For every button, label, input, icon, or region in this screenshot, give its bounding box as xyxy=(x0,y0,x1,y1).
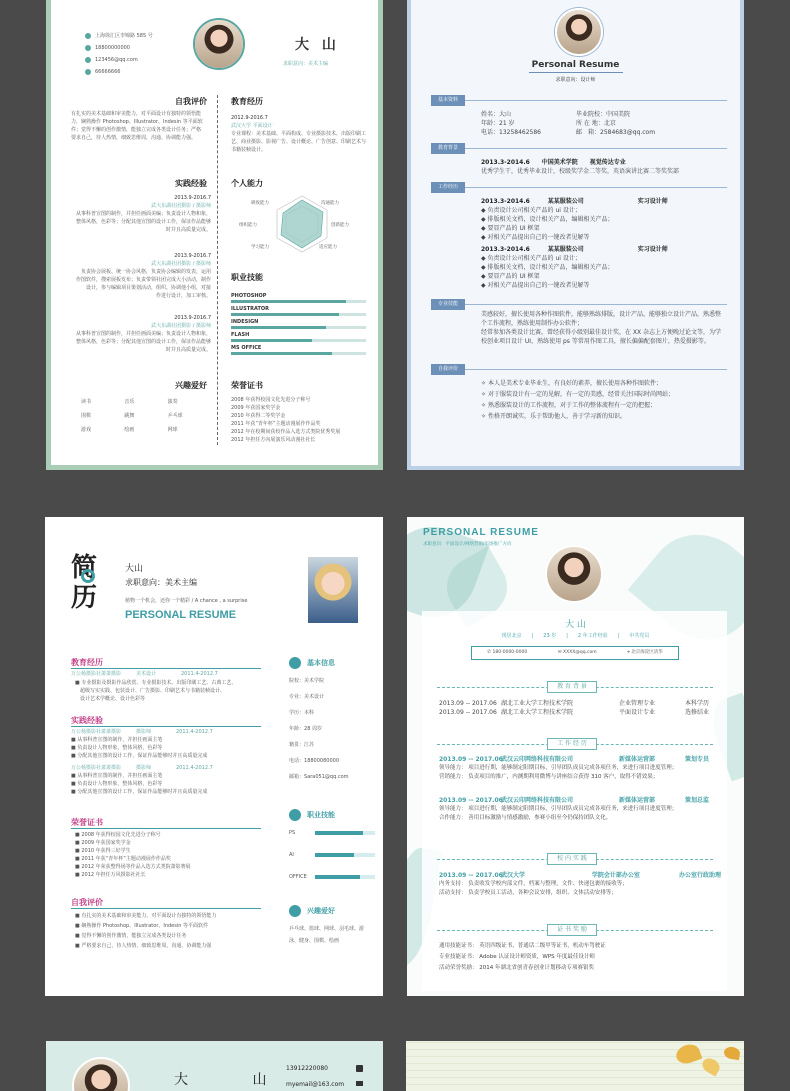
meta-line: 现居北京 | 23 岁 | 2 年工作经验 | 中共党员 xyxy=(501,633,650,639)
skill-row xyxy=(231,331,371,344)
job-intent: 求职意向：美术主编 xyxy=(283,61,329,67)
certificate-list: 通用技能证书： 英语四级证书，普通话二级甲等证书，机动车驾驶证 专业技能证书： Adobe 认证设计师资质，WPS 年度最佳设计师 活动荣誉奖励： 2014 年湖北省创青春创业计划移动专项赛银奖 xyxy=(439,943,606,971)
work-list: 2013.09 -- 2017.06 武汉云印网络科技有限公司 新媒体运营部 策划专员 领导能力： 项目进行期，能够制定阳期目标，引导团队成员完成各项任务，来进行项目进度管理； 营销能力： 负责项目的推广，内测期利用微博与讲座结合获得 310 客户，取得不错效果； 2013.09 -- 2017.06 武汉云印网络科技有限公司 新媒体运营部 策划总监 领导能力： 项目进行期，能够制定阳期目标，引导团队成员完成各项任务，来进行项目进度管理； 合作能力： 善用目标激励与情感激励，参赛小组至今仍保持团队文化。 xyxy=(439,756,710,821)
evaluation-list: ✧ 本人是美术专业毕业生，有良好的素养，擅长使用各种作图软件； ✧ 对于服装设计有一定的见解，有一定的美感，经常关注国际时尚网站； ✧ 熟悉服装设计的工作流程，对于工作的整体流程有一定的把握； ✧ 性格开朗诚实，乐于帮助他人，善于学习新的知识。 xyxy=(481,380,674,420)
skill-bar xyxy=(231,339,366,342)
skill-label: ILLUSTRATOR xyxy=(231,306,269,312)
section-education: 教育经历 xyxy=(71,658,103,667)
section-practice: 实践经验 xyxy=(71,716,103,725)
contact-list xyxy=(85,32,153,80)
avatar xyxy=(193,18,245,70)
big-title-chars: 简 历 xyxy=(71,553,98,613)
skill-row xyxy=(231,344,371,357)
contact-address: 上海徐汇区李锦路 585 号 xyxy=(95,33,153,39)
avatar xyxy=(555,8,603,56)
job-intent: 求职意向：设计师 xyxy=(555,77,596,83)
skill-row xyxy=(231,318,371,331)
skill-bar xyxy=(231,313,366,316)
avatar xyxy=(72,1057,130,1091)
evaluation-text: 有扎实的美术基础和审美能力，对平面设计有独特的领悟能 力，娴熟操作 Photoshop、Illustrator、Indesin 等平面软 件；觉得不懈的创作激情，能独立完成各类设计任务；严格 要求自己，待人热情，细致思维周，沟通、协调能力强。 xyxy=(71,111,203,141)
email-icon xyxy=(85,57,91,63)
chat-icon xyxy=(85,69,91,75)
avatar xyxy=(545,545,603,603)
section-ability: 个人能力 xyxy=(231,179,263,188)
education-rows: 2013.09 -- 2017.06 湖北工业大学工程技术学院 企业管理专业 本科学历 2013.09 -- 2017.06 湖北工业大学工程技术学院 平面设计专业 选修结业 xyxy=(439,700,710,716)
skill-label: INDESIGN xyxy=(231,319,259,325)
photo xyxy=(308,557,358,623)
skill-row xyxy=(289,829,377,851)
contact-phone: 18800000000 xyxy=(95,45,130,51)
tag-evaluation: 自我评价 xyxy=(431,364,465,375)
phone-icon xyxy=(356,1065,363,1072)
skill-bar xyxy=(231,326,366,329)
skill-bar xyxy=(315,853,375,857)
location-icon xyxy=(85,33,91,39)
section-honors: 荣誉证书 xyxy=(71,818,103,827)
resume-title: PERSONAL RESUME xyxy=(125,609,237,621)
tag-skills: 专业技能 xyxy=(431,299,465,310)
honor-list: ■ 2008 年获得校园文化先进分子称号 ■ 2009 年获国家奖学金 ■ 2010 年获得三好学生 ■ 2011 年获“青年杯”主题动漫展作作品奖 ■ 2012 年荣获整得场等作品入选方式类院萧影赛展 ■ 2012 年担任万风摄影社社长 xyxy=(75,832,191,878)
radar-label: 组织能力 xyxy=(239,223,257,228)
contact-box: ✆ 180-0000-0000 ✉ XXXX@qq.com ⌖ 北京海淀区清华 xyxy=(471,646,679,660)
basic-info: 姓名：大山 毕业院校：中国美院 年龄：21 岁 所 在 地：北京 电话：13258462586 邮 箱：2584683@qq.com xyxy=(481,111,656,136)
contact-email: 123456@qq.com xyxy=(95,57,138,63)
section-education: 教 育 背 景 xyxy=(547,681,597,693)
section-campus: 校 内 实 践 xyxy=(547,853,597,865)
target-icon xyxy=(81,569,95,583)
skill-row xyxy=(289,851,377,873)
tag-work: 工作经历 xyxy=(431,182,465,193)
radar-label: 适应能力 xyxy=(319,245,337,250)
section-evaluation: 自我评价 xyxy=(71,898,103,907)
section-basic-info: 基本信息 xyxy=(307,659,335,667)
contact-phone: 180-0000-0000 xyxy=(492,650,528,655)
hobby-item: 围棋 xyxy=(81,413,92,419)
radar-label: 吸收能力 xyxy=(251,201,269,206)
section-practice: 实践经验 xyxy=(175,179,207,188)
skill-label: OFFICE xyxy=(289,874,307,880)
evaluation-list: ■ 有扎实的美术基础和审美能力，对平面设计有独特的领悟能力 ■ 娴熟操作 Photoshop、Illustrator、Indesin 等平面软件 ■ 觉得不懈的创作激情，能独立完成各类设计任务 ■ 严格要求自己，待人热情，细致思维周，沟通、协调能力强 xyxy=(75,913,217,949)
hobby-item: 乒乓球 xyxy=(167,413,183,419)
section-hobby: 兴趣爱好 xyxy=(175,381,207,390)
hobby-item: 网球 xyxy=(167,427,178,433)
tag-education: 教育背景 xyxy=(431,143,465,154)
skill-bars xyxy=(289,829,377,895)
skill-row xyxy=(289,873,377,895)
candidate-name: 大 山 xyxy=(565,620,586,630)
skills-icon xyxy=(289,809,301,821)
contact-email: XXXX@qq.com xyxy=(563,650,597,655)
job-intent: 求职意向：美术主编 xyxy=(125,578,197,587)
practice-item: 2013.9-2016.7 武大东湖社团摄影 / 摄影师 从事科普宣图的制作，并担任画面美编；负责设计人物和象， 整体风格，色彩等；分配其他宣图的设计工作，保证作品能够 时并且高质量完成。 xyxy=(75,195,211,233)
skill-bar xyxy=(231,352,366,355)
hobby-item: 游戏 xyxy=(81,427,92,433)
skill-label: AI xyxy=(289,852,294,858)
section-hobby: 兴趣爱好 xyxy=(307,907,335,915)
skill-label: PHOTOSHOP xyxy=(231,293,267,299)
resume-card-4[interactable] xyxy=(407,517,744,996)
practice-item: 2013.9-2016.7 武大东湖社团摄影 / 摄影师 负责协会展板、统一协会风格，负责协会编辑的发表，运用 作图软件，搜索展板发布；负责带领社团完成大小活动，制作 设计，参与编辑项目策划活动，组织、协调他小组，对接 作进行设计，加工审核。 xyxy=(75,253,211,299)
resume-card-6[interactable] xyxy=(406,1041,744,1091)
hobby-item: 演奏 xyxy=(167,399,178,405)
skill-bars xyxy=(231,292,371,357)
candidate-name: 大 山 xyxy=(174,1072,297,1088)
section-honors: 荣誉证书 xyxy=(231,381,263,390)
section-skills: 职业技能 xyxy=(231,273,263,282)
tag-basic-info: 基本资料 xyxy=(431,95,465,106)
hobby-grid xyxy=(81,398,211,434)
hobby-item: 读书 xyxy=(81,399,92,405)
education-block: 2013.3-2014.6 中国美术学院 视觉传达专业 优秀学生干，优秀毕业设计，校级奖学金二等奖，英语演讲比赛二等奖奖部 xyxy=(481,159,680,175)
radar-label: 创新能力 xyxy=(331,223,349,228)
skill-label: MS OFFICE xyxy=(231,345,262,351)
skill-row xyxy=(231,292,371,305)
timeline-line xyxy=(217,95,218,445)
phone-icon xyxy=(85,45,91,51)
hobby-item: 跳舞 xyxy=(124,413,135,419)
honor-list: 2008 年获得校园文化先进分子称号 2009 年获国家奖学金 2010 年获得二等奖学金 2011 年获“青年杯”主题动漫展作作品奖 2012 年在校期间获校作品入选方式类院优秀奖展 2012 年担任方向展演乐风动漫社社长 xyxy=(231,397,341,443)
contact-qq: 66666666 xyxy=(95,69,121,75)
resume-card-1[interactable] xyxy=(46,0,383,470)
resume-title: Personal Resume xyxy=(531,60,620,70)
education-block: 2012.9-2016.7 武汉大学 平面设计 专业课程：美术基础、平面构成、专业摄影技术、出版印刷工 艺、商业摄影、影视广告、设计概论、广告创意、印刷艺术与 书籍装帧设计。 xyxy=(231,115,367,153)
practice-item: 2013.9-2016.7 武大东湖社团摄影 / 摄影师 从事科普宣图的制作，并担任画面美编；负责设计人物和象， 整体风格，色彩等；分配其他宣图的设计工作，保证作品能够 时并且高质量完成。 xyxy=(75,315,211,353)
candidate-name: 大 山 xyxy=(295,37,340,53)
radar-label: 沟通能力 xyxy=(321,201,339,206)
campus-block: 2013.09 -- 2017.06 武汉大学 学院会计部办公室 办公室行政助理 内务支持： 负责收发学校内部文件，档案与整理，文件、快递包裹的接收等； 活动支持： 负责学校员工活动，各种会议安排，组织、文体活动安排等； xyxy=(439,872,721,896)
skills-text: 美感较好，擅长使用各种作图软件，能够熟练排版，设计产品，能够独立设计产品，熟悉整 个工作流程，熟练使用制作办公软件； 经常参加各类设计比赛，曾经获得小级别最佳设计奖，在 XX 杂志上方便晚过论文等，为学 校创业项目设计 UI，熟练使用 ps 等常用作图工具，擅长偏偏配套图片，热爱摄影等。 xyxy=(481,311,722,345)
hobby-icon xyxy=(289,905,301,917)
resume-title: PERSONAL RESUME xyxy=(423,527,539,538)
hobby-item: 绘画 xyxy=(124,427,135,433)
skill-bar xyxy=(231,300,366,303)
job-intent: 求职意向：平面设计/网络营销/市场推广方向 xyxy=(423,542,512,547)
info-icon xyxy=(289,657,301,669)
contact-email: myemail@163.com xyxy=(286,1081,345,1088)
resume-card-5[interactable] xyxy=(46,1041,383,1091)
contact-phone: 13912220080 xyxy=(286,1065,328,1072)
skill-row xyxy=(231,305,371,318)
section-evaluation: 自我评价 xyxy=(175,97,207,106)
work-list: 2013.3-2014.6 某某服装公司 实习设计师 ◆ 负责设计公司相关产品的 ui 设计； ◆ 排版相关文档，设计相关产品，编辑相关产品； ◆ 要显产品的 UI 框架 ◆ 对相关产品提出自己的一键改者见解等 2013.3-2014.6 某某服装公司 实习设计师 ◆ 负责设计公司相关产品的 ui 设计； ◆ 排版相关文档，设计相关产品，编辑相关产品； ◆ 要显产品的 UI 框架 ◆ 对相关产品提出自己的一键改者见解等 xyxy=(481,198,668,289)
skill-bar xyxy=(315,831,375,835)
skill-label: FLASH xyxy=(231,332,250,338)
section-skills: 职业技能 xyxy=(307,811,335,819)
skill-label: PS xyxy=(289,830,296,836)
contact-address: 北京海淀区清华 xyxy=(631,650,663,655)
candidate-name: 大山 xyxy=(125,564,144,574)
practice-list xyxy=(71,194,211,366)
hobby-text: 乒乓球、篮球、网球、羽毛球、游泳、健身、围棋、绘画 xyxy=(289,926,365,944)
hobby-item: 音乐 xyxy=(124,399,135,405)
section-certificates: 证 书 奖 励 xyxy=(547,924,597,936)
basic-info-list: 院校：美术学院 专业：美术设计 学历：本科 年龄：28 周岁 籍贯：江苏 电话：18800080000 邮箱：Sara051@qq.com xyxy=(289,678,349,780)
section-work: 工 作 经 历 xyxy=(547,738,597,750)
education-list: ■ 专业摄影及摄影作品欣赏、专业摄影技术、出版印刷工艺、古典工艺、 超级写实实践、包装设计、广告摄影、印刷艺术与书籍装帧设计、 设计艺术学概论、设计色彩等 xyxy=(75,680,237,702)
email-icon xyxy=(356,1081,363,1086)
section-education: 教育经历 xyxy=(231,97,263,106)
resume-card-2[interactable] xyxy=(407,0,744,470)
skill-bar xyxy=(315,875,375,879)
radar-label: 学习能力 xyxy=(251,245,269,250)
practice-list: 万公杨摄影社萧萧摄影 摄影师 2011.4-2012.7 ■ 从事科普宣图的制作，并担任画面主笔 ■ 负责设计人物形象，整体风格，色彩等 ■ 分配其他宣图的设计工作，保证作品能够时并且高质量完成 万公杨摄影社萧萧摄影 摄影师 2011.4-2012.7 ■ 从事科普宣图的制作，并担任画面主笔 ■ 负责设计人物形象，整体风格，色彩等 ■ 分配其他宣图的设计工作，保证作品能够时并且高质量完成 xyxy=(71,729,213,795)
slogan: 植物一个机会，还你一个精彩 / A chance , a surprise xyxy=(125,598,248,604)
resume-card-3[interactable]: 简 历 大山 求职意向：美术主编 植物一个机会，还你一个精彩 / A chance , a surprise PERSONAL RESUME 教育经历 万公杨摄影社萧萧摄影 美术设计 2011.4-2012.7 ■ 专业摄影及摄影作品欣赏、专业摄影技术、出版印刷工艺、古典工艺、 超级写实实践、包装设计、广告摄影、印刷艺术与书籍装帧设计、 设计艺术学概论、设计色彩等 实践经验 万公杨摄影社萧萧摄影 摄影师 2011.4-2012.7 ■ 从事科普宣图的制作，并担任画面主笔 ■ 负责设计人物形象，整体风格，色彩等 ■ 分配其他宣图的设计工作，保证作品能够时并且高质量完成 万公杨摄影社萧萧摄影 摄影师 2011.4-2012.7 ■ 从事科普宣图的制作，并担任画面主笔 ■ 负责设计人物形象，整体风格，色彩等 ■ 分配其他宣图的设计工作，保证作品能够时并且高质量完成 荣誉证书 ■ 2008 年获得校园文化先进分子称号 ■ 2009 年获国家奖学金 ■ 2010 年获得三好学生 ■ 2011 年获“青年杯”主题动漫展作作品奖 ■ 2012 年荣获整得场等作品入选方式类院萧影赛展 ■ 2012 年担任万风摄影社社长 自我评价 ■ 有扎实的美术基础和审美能力，对平面设计有独特的领悟能力 ■ 娴熟操作 Photoshop、Illustrator、Indesin 等平面软件 ■ 觉得不懈的创作激情，能独立完成各类设计任务 ■ 严格要求自己，待人热情，细致思维周，沟通、协调能力强 基本信息 院校：美术学院 专业：美术设计 学历：本科 年龄：28 周岁 籍贯：江苏 电话：18800080000 邮箱：Sara051@qq.com 职业技能 PS AI OFFICE 兴趣爱好 乒乓球、篮球、网球、羽毛球、游泳、健身、围棋、绘画 xyxy=(45,517,383,996)
